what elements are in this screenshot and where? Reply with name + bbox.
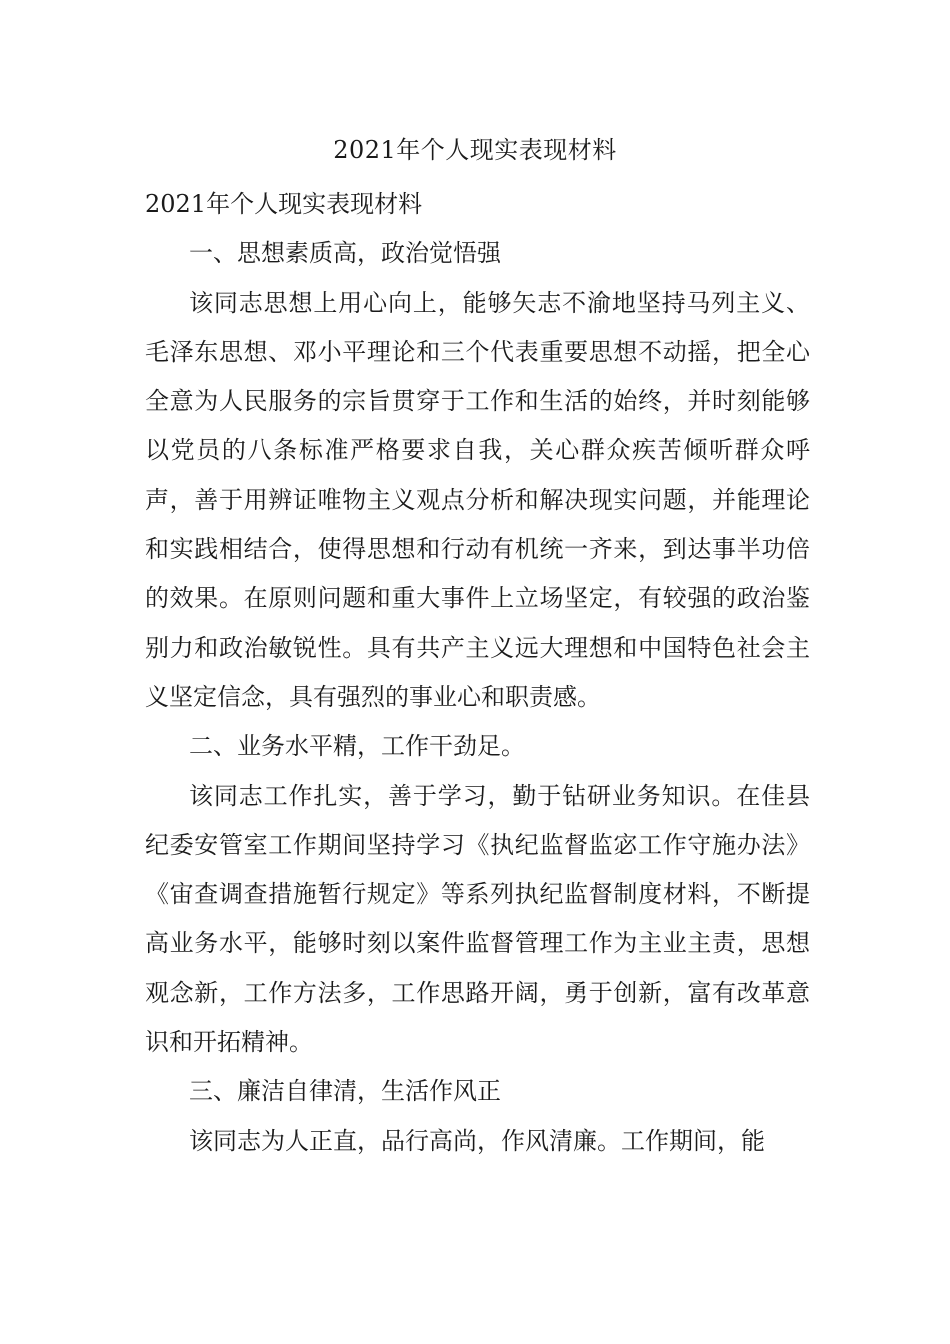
section-heading-1: 一、思想素质高，政治觉悟强 bbox=[189, 239, 501, 268]
document-body bbox=[145, 180, 810, 1166]
document-subtitle: 2021年个人现实表现材料 bbox=[145, 190, 423, 218]
document-title: 2021年个人现实表现材料 bbox=[333, 136, 617, 164]
section-heading-3: 三、廉洁自律清，生活作风正 bbox=[189, 1077, 501, 1106]
section-body-3: 该同志为人正直，品行高尚，作风清廉。工作期间，能 bbox=[189, 1126, 765, 1155]
section-heading-2: 二、业务水平精，工作干劲足。 bbox=[189, 732, 525, 761]
section-body-1: 该同志思想上用心向上，能够矢志不渝地坚持马列主义、毛泽东思想、邓小平理论和三个代表重要思想不动摇，把全心全意为人民服务的宗旨贯穿于工作和生活的始终，并时刻能够以党员的八条标准严格要求自我，关心群众疾苦倾听群众呼声，善于用辨证唯物主义观点分析和解决现实问题，并能理论和实践相结合，使得思想和行动有机统一齐来，到达事半功倍的效果。在原则问题和重大事件上立场坚定，有较强的政治鉴别力和政治敏锐性。具有共产主义远大理想和中国特色社会主义坚定信念，具有强烈的事业心和职责感。 bbox=[145, 288, 810, 711]
section-body-2: 该同志工作扎实，善于学习，勤于钻研业务知识。在佳县纪委安管室工作期间坚持学习《执纪监督监宓工作守施办法》《宙查调查措施暂行规定》等系列执纪监督制度材料，不断提高业务水平，能够时刻以案件监督管理工作为主业主责，思想观念新，工作方法多，工作思路开阔，勇于创新，富有改革意识和开拓精神。 bbox=[145, 781, 810, 1057]
